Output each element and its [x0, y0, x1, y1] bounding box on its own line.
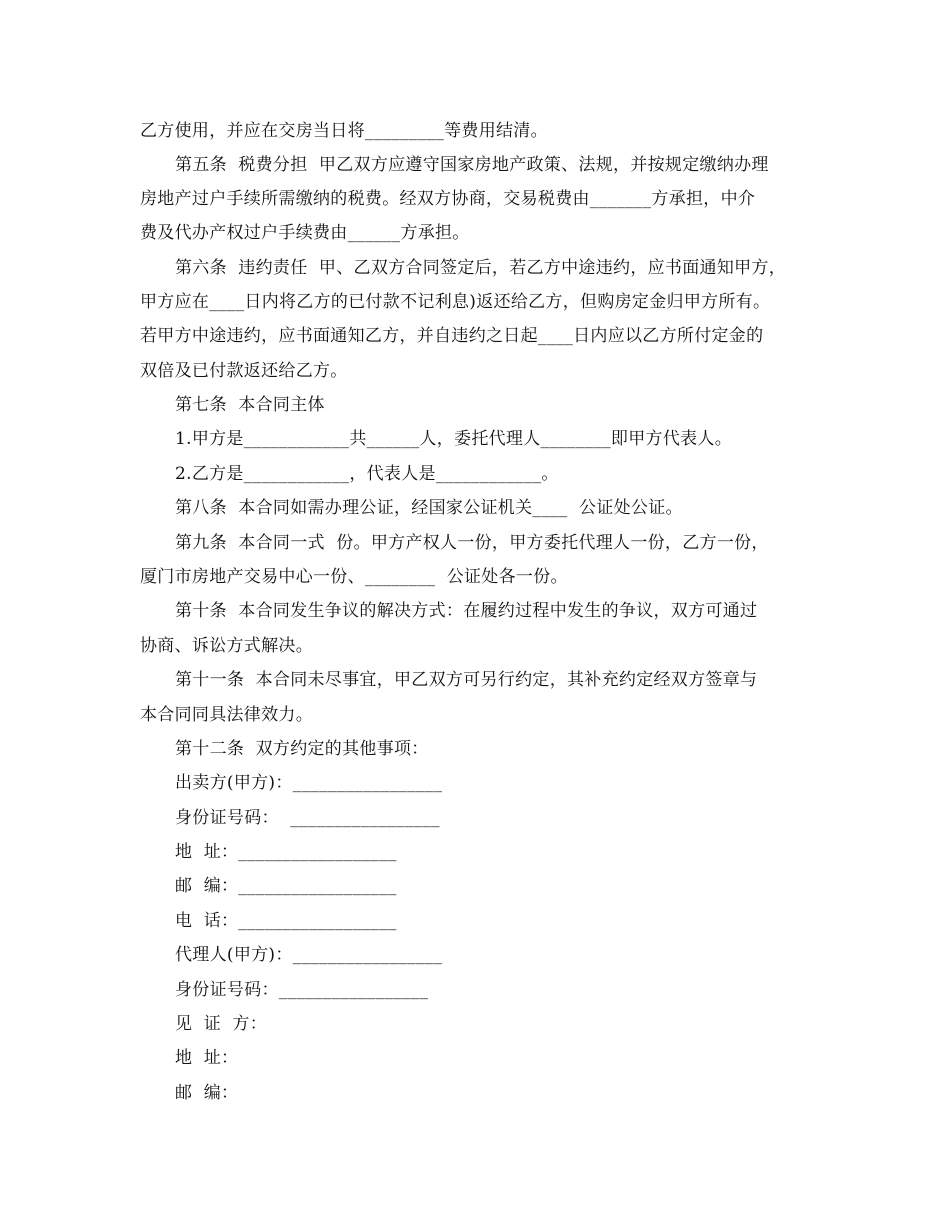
text-line: 双倍及已付款返还给乙方。	[140, 361, 348, 381]
text-line: 厦门市房地产交易中心一份、________ 公证处各一份。	[140, 567, 568, 587]
clause-9-title: 第九条 本合同一式 份。甲方产权人一份，甲方委托代理人一份，乙方一份，	[175, 533, 769, 553]
address-field: 地 址：__________________	[175, 842, 397, 862]
clause-8-title: 第八条 本合同如需办理公证，经国家公证机关____ 公证处公证。	[175, 498, 683, 518]
text-line: 本合同同具法律效力。	[140, 705, 313, 725]
text-line: 1.甲方是____________共______人，委托代理人________即甲方代表人。	[175, 429, 733, 449]
witness-postcode-field: 邮 编：	[175, 1083, 239, 1103]
agent-field: 代理人(甲方)：_________________	[175, 945, 443, 965]
text-line: 2.乙方是____________，代表人是____________。	[175, 464, 559, 484]
phone-field: 电 话：__________________	[175, 911, 397, 931]
agent-id-number-field: 身份证号码：_________________	[175, 980, 429, 1000]
id-number-field: 身份证号码： _________________	[175, 808, 440, 828]
text-line: 费及代办产权过户手续费由______方承担。	[140, 223, 470, 243]
clause-7-title: 第七条 本合同主体	[175, 395, 325, 415]
clause-10-title: 第十条 本合同发生争议的解决方式：在履约过程中发生的争议，双方可通过	[175, 601, 758, 621]
text-line: 房地产过户手续所需缴纳的税费。经双方协商，交易税费由_______方承担，中介	[140, 189, 756, 209]
witness-address-field: 地 址：	[175, 1048, 239, 1068]
seller-field: 出卖方(甲方)：_________________	[175, 773, 443, 793]
text-line: 乙方使用，并应在交房当日将_________等费用结清。	[140, 121, 548, 141]
text-line: 协商、诉讼方式解决。	[140, 636, 313, 656]
clause-6-title: 第六条 违约责任 甲、乙双方合同签定后，若乙方中途违约，应书面通知甲方，	[175, 258, 787, 278]
witness-field: 见 证 方：	[175, 1014, 268, 1034]
text-line: 甲方应在____日内将乙方的已付款不记利息)返还给乙方，但购房定金归甲方所有。	[140, 292, 771, 312]
clause-12-title: 第十二条 双方约定的其他事项：	[175, 739, 429, 759]
clause-5-title: 第五条 税费分担 甲乙双方应遵守国家房地产政策、法规，并按规定缴纳办理	[175, 155, 769, 175]
text-line: 若甲方中途违约，应书面通知乙方，并自违约之日起____日内应以乙方所付定金的	[140, 326, 764, 346]
postcode-field: 邮 编：__________________	[175, 876, 397, 896]
clause-11-title: 第十一条 本合同未尽事宜，甲乙双方可另行约定，其补充约定经双方签章与	[175, 670, 758, 690]
